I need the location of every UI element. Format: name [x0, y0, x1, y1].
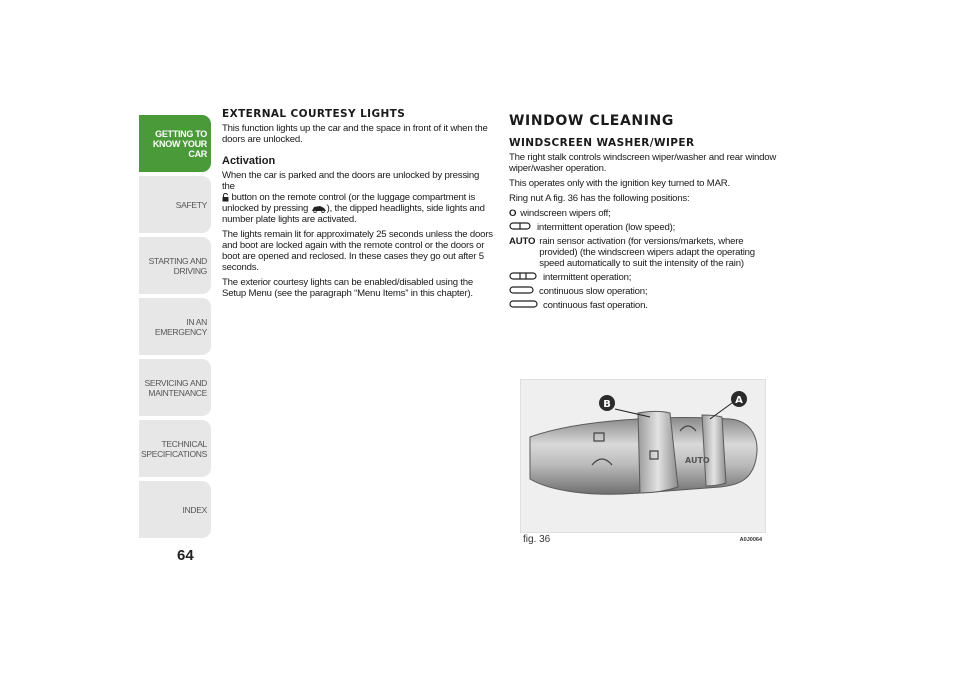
position-intermittent-low — [509, 222, 777, 233]
tab-technical-specifications[interactable]: TECHNICAL SPECIFICATIONS — [139, 420, 211, 477]
ignition-note: This operates only with the ignition key turned to MAR. — [509, 178, 730, 189]
wiper-intro: The right stalk controls windscreen wiper/washer and rear window wiper/washer operation. — [509, 152, 777, 174]
position-auto-text: rain sensor activation (for versions/markets, where provided) (the windscreen wipers adapt the operating speed automatically to suit the intensity of the rain) — [539, 236, 755, 269]
position-auto — [509, 236, 777, 269]
position-off — [509, 208, 777, 219]
position-off-text: windscreen wipers off; — [520, 208, 611, 219]
right-column — [509, 113, 777, 314]
position-fast — [509, 300, 777, 311]
position-off-label: O — [509, 208, 517, 219]
section-heading-window-cleaning: WINDOW CLEANING — [509, 113, 674, 129]
figure-36 — [520, 379, 766, 546]
subheading-activation: Activation — [222, 155, 276, 167]
badge-a-label: A — [735, 395, 743, 406]
intermittent-icon — [509, 272, 539, 280]
continuous-slow-icon — [509, 286, 535, 294]
setup-menu-paragraph: The exterior courtesy lights can be enabled/disabled using the Setup Menu (see the paragraph “Menu Items” in this chapter). — [222, 277, 474, 299]
subheading-washer-wiper: WINDSCREEN WASHER/WIPER — [509, 137, 695, 149]
continuous-fast-icon — [509, 300, 539, 308]
section-heading-courtesy-lights: EXTERNAL COURTESY LIGHTS — [222, 108, 406, 120]
tab-getting-to-know-your-car[interactable]: GETTING TO KNOW YOUR CAR — [139, 115, 211, 172]
stalk-auto-text: AUTO — [685, 456, 710, 465]
tab-safety[interactable]: SAFETY — [139, 176, 211, 233]
figure-code: A0J0064 — [739, 537, 762, 543]
page-number: 64 — [177, 547, 194, 564]
ring-nut-intro: Ring nut A fig. 36 has the following positions: — [509, 193, 690, 204]
tab-in-an-emergency[interactable]: IN AN EMERGENCY — [139, 298, 211, 355]
position-slow — [509, 286, 777, 297]
badge-b-label: B — [603, 399, 611, 410]
position-intermittent — [509, 272, 777, 283]
position-slow-text: continuous slow operation; — [539, 286, 648, 297]
position-intermittent-low-text: intermittent operation (low speed); — [537, 222, 676, 233]
duration-paragraph: The lights remain lit for approximately 25 seconds unless the doors and boot are locked again with the remote control or the doors or boot are opened and reclosed. In these cases they go out after 5 seconds. — [222, 229, 493, 273]
wiper-stalk-illustration — [520, 379, 766, 533]
courtesy-intro: This function lights up the car and the space in front of it when the doors are unlocked. — [222, 123, 488, 145]
ring-a — [702, 415, 726, 486]
position-auto-label: AUTO — [509, 236, 536, 247]
position-intermittent-text: intermittent operation; — [543, 272, 632, 283]
tab-index[interactable]: INDEX — [139, 481, 211, 538]
tab-starting-and-driving[interactable]: STARTING AND DRIVING — [139, 237, 211, 294]
intermittent-low-icon — [509, 222, 533, 230]
unlock-icon — [222, 193, 229, 202]
tab-servicing-and-maintenance[interactable]: SERVICING AND MAINTENANCE — [139, 359, 211, 416]
position-fast-text: continuous fast operation. — [543, 300, 648, 311]
car-boot-icon — [311, 204, 327, 213]
left-column — [222, 108, 494, 303]
activation-paragraph: When the car is parked and the doors are unlocked by pressing the button on the remote control (or the luggage compartment is unlocked by pressing ), the dipped headlights, side lights and number plate lights are activated. — [222, 170, 485, 225]
figure-caption: fig. 36 — [523, 534, 551, 545]
